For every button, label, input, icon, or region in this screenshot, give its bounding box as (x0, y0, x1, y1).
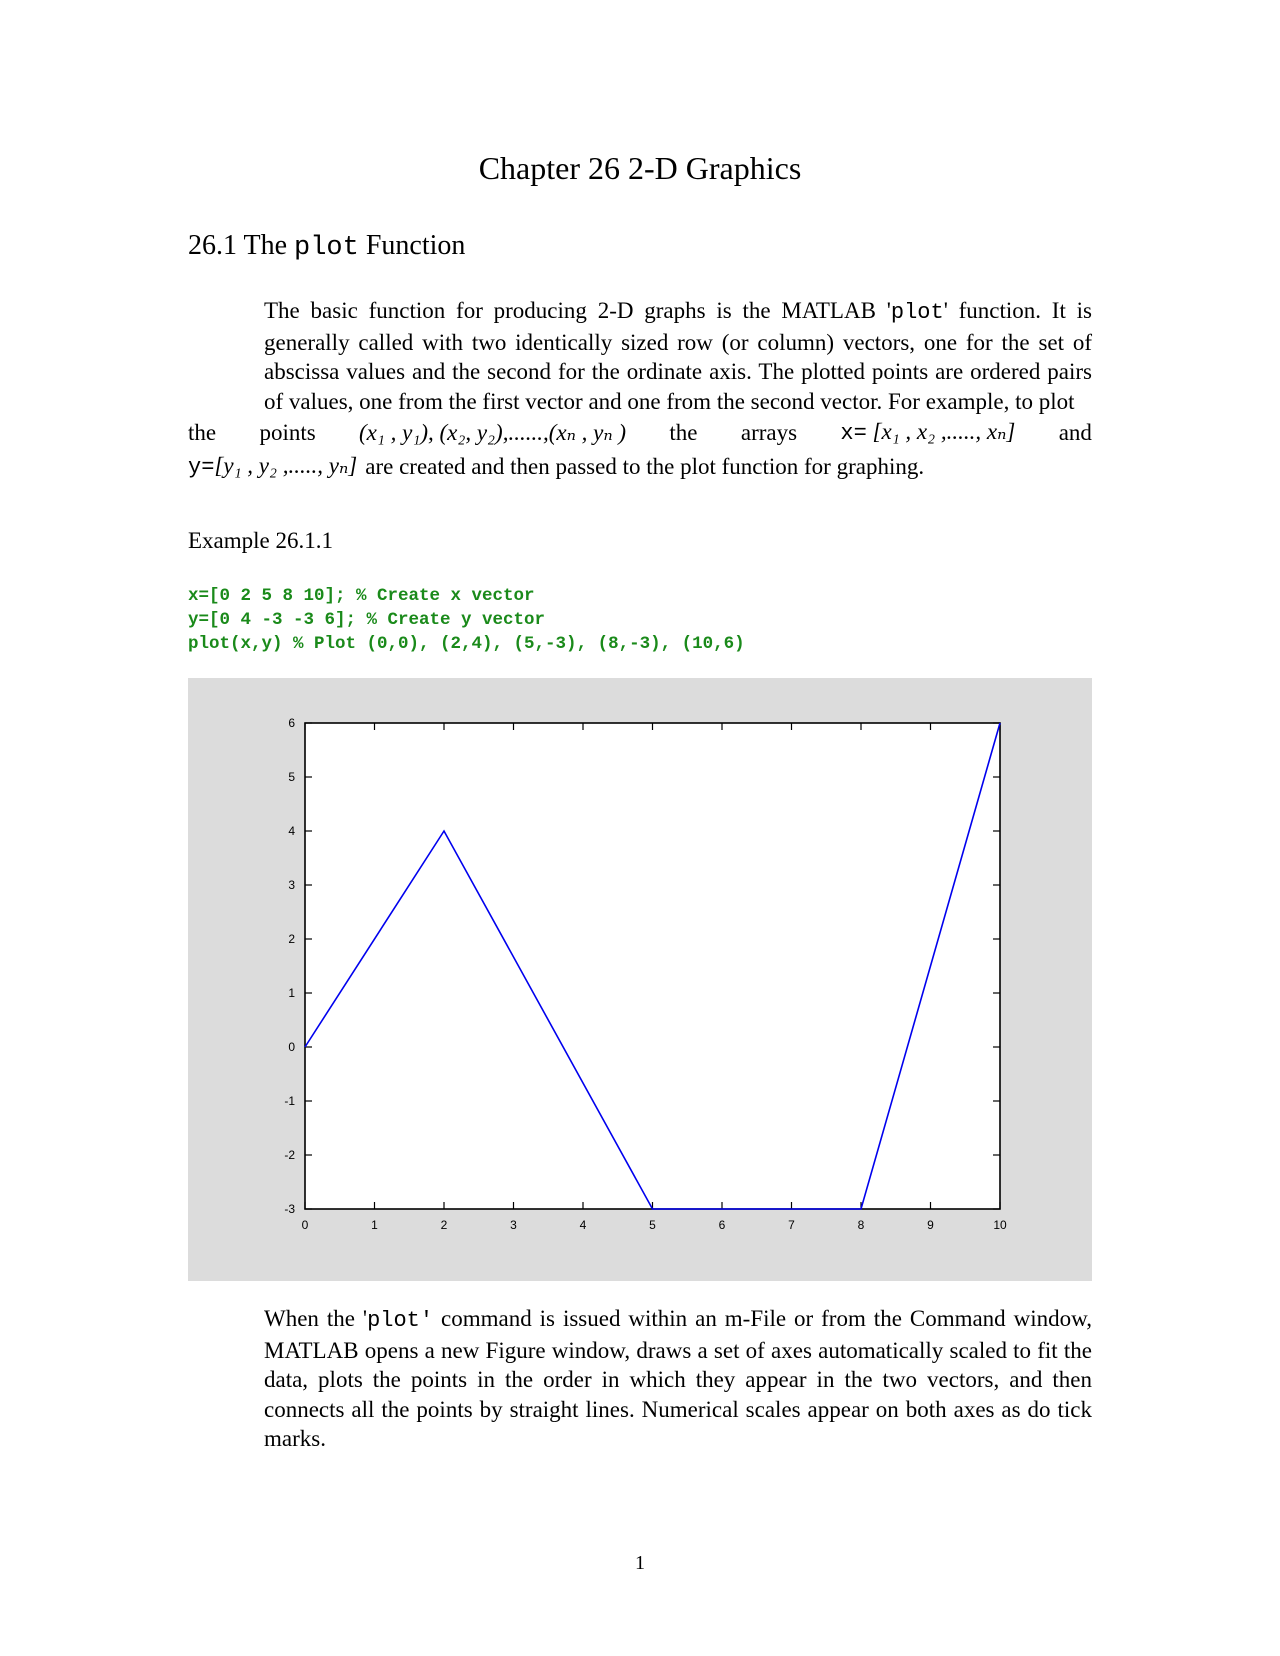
example-label: Example 26.1.1 (188, 528, 333, 553)
page-number: 1 (635, 1552, 645, 1574)
code-line: plot(x,y) % Plot (0,0), (2,4), (5,-3), (8,-3), (10,6) (188, 634, 745, 654)
y-tick-label: 6 (288, 716, 295, 730)
x-tick-label: 8 (857, 1218, 865, 1232)
points-math: (x₁ , y₁), (x₂, y₂),......,(xₙ , yₙ ) (359, 420, 627, 446)
plot-figure (188, 678, 1092, 1281)
y-tick-label: 4 (288, 824, 295, 838)
code-line: x=[0 2 5 8 10]; % Create x vector (188, 586, 535, 606)
intro-text (188, 296, 1092, 416)
y-line (188, 450, 1092, 484)
x-tick-label: 1 (371, 1218, 378, 1232)
section-heading (188, 228, 465, 266)
intro-paragraph (188, 296, 1092, 484)
y-tick-label: 1 (288, 986, 295, 1000)
x-tick-label: 10 (993, 1218, 1007, 1232)
plot-svg (188, 678, 1092, 1281)
x-tick-label: 0 (301, 1218, 309, 1232)
y-vector-math: [y₁ , y₂ ,....., yₙ] (214, 453, 358, 479)
x-equals: x= (840, 421, 867, 447)
intro-text-2: ' function. It is generally called with two identically sized row (or column) vectors, one for the set of abscissa values and the second for the ordinate axis. The plotted points are ordered pairs of values, one from the first vector and one from the second vector. For example, to plot (264, 298, 1092, 414)
y-tick-label: -2 (284, 1148, 295, 1162)
section-rest: Function (358, 230, 466, 261)
word-points: points (259, 420, 316, 446)
word-the: the (188, 420, 217, 446)
word-the-2: the (669, 420, 698, 446)
y-equals: y= (188, 455, 215, 481)
y-tick-label: 5 (288, 770, 295, 784)
y-tick-label: -3 (284, 1202, 295, 1216)
x-tick-label: 3 (510, 1218, 517, 1232)
x-tick-label: 5 (649, 1218, 656, 1232)
plot-area (305, 723, 1000, 1209)
points-line (188, 416, 1092, 450)
closing-code: plot' (367, 1308, 434, 1333)
y-tick-label: 0 (288, 1040, 295, 1054)
word-arrays: arrays (740, 420, 798, 446)
x-tick-label: 7 (788, 1218, 795, 1232)
closing-paragraph (188, 1304, 1092, 1454)
closing-text-1: When the ' (264, 1306, 368, 1331)
page-title: Chapter 26 2-D Graphics (478, 150, 802, 186)
x-tick-label: 4 (579, 1218, 587, 1232)
section-number: 26.1 The (188, 230, 295, 261)
x-vector-math: [x₁ , x₂ ,....., xₙ] (872, 419, 1016, 445)
x-tick-label: 6 (718, 1218, 726, 1232)
intro-code: plot (890, 300, 944, 325)
y-tick-label: 3 (288, 878, 295, 892)
closing-text-2: command is issued within an m-File or from the Command window, MATLAB opens a new Figure window, draws a set of axes automatically scaled to fit the data, plots the points in the order in which they appear in the two vectors, and then connects all the points by straight lines. Numerical scales appear on both axes as do tick marks. (264, 1306, 1092, 1451)
closing-text (188, 1304, 1092, 1454)
x-tick-label: 9 (927, 1218, 934, 1232)
x-tick-label: 2 (440, 1218, 448, 1232)
section-code: plot (294, 233, 359, 263)
code-block (188, 584, 745, 656)
word-and: and (1058, 420, 1092, 446)
y-tick-label: -1 (284, 1094, 295, 1108)
code-line: y=[0 4 -3 -3 6]; % Create y vector (188, 610, 546, 630)
y-line-rest: are created and then passed to the plot function for graphing. (365, 454, 925, 480)
y-tick-label: 2 (288, 932, 295, 946)
intro-text-1: The basic function for producing 2-D graphs is the MATLAB ' (264, 298, 891, 323)
